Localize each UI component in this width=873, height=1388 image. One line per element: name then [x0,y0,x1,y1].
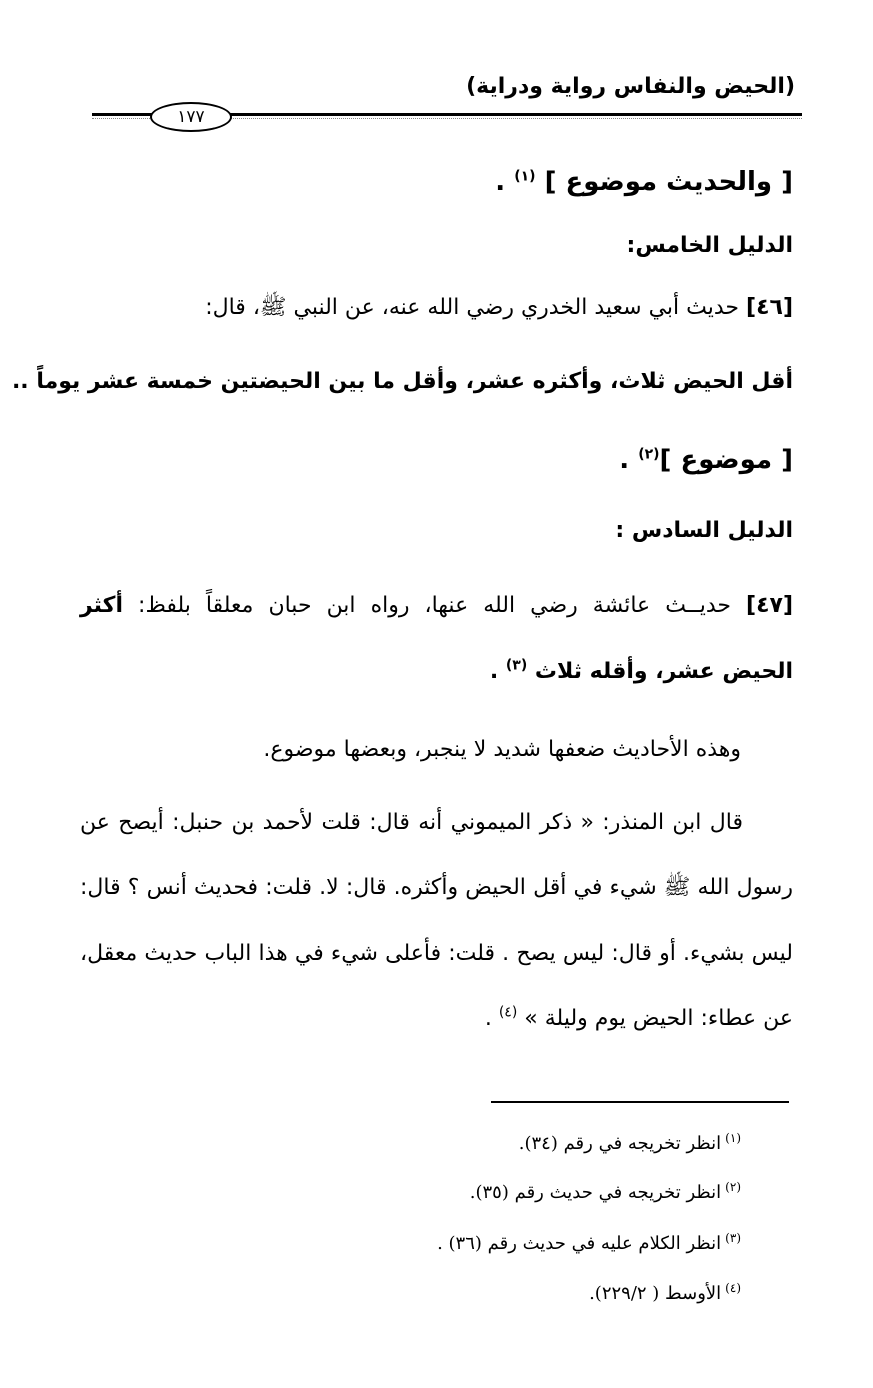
page-number: ١٧٧ [150,102,232,132]
hadith-46-grade-line [619,444,793,476]
heading-fifth-evidence: الدليل الخامس: [626,233,793,258]
hadith-46-grade: [ موضوع ] [659,445,793,475]
footnote-ref-3: (٣) [505,657,528,674]
footnote-2-text: انظر تخريجه في حديث رقم (٣٥). [469,1182,722,1203]
footnote-ref-2: (٢) [638,446,660,463]
footnote-3-number: (٣) [725,1231,741,1245]
footnote-4-number: (٤) [725,1281,741,1295]
quote-line-4 [485,1003,793,1035]
hadith-46-number: [٤٦] [746,295,793,320]
footnote-ref-1: (١) [514,168,536,185]
hadith-46-end: . [619,445,630,475]
footnote-3 [437,1230,741,1258]
footnote-ref-4: (٤) [498,1004,518,1021]
quote-end: . [484,1006,492,1031]
text-line-1 [495,166,793,198]
quote-line-2: رسول الله ﷺ شيء في أقل الحيض وأكثره. قال: لا. قلت: فحديث أنس ؟ قال: [80,875,793,900]
footnote-2 [470,1179,741,1207]
footnote-1-number: (١) [725,1131,741,1145]
hadith-47-line [80,590,793,622]
hadith-46-text: حديث أبي سعيد الخدري رضي الله عنه، عن النبي ﷺ، قال: [205,295,740,320]
line1-end: . [495,167,506,197]
hadith-47-quote-start: أكثر [80,593,124,618]
hadith-47-number: [٤٧] [746,593,793,618]
footnote-1-text: انظر تخريجه في رقم (٣٤). [518,1133,722,1154]
footnote-4 [589,1280,741,1308]
footnote-3-text: انظر الكلام عليه في حديث رقم (٣٦) . [437,1233,722,1254]
line1-text: [ والحديث موضوع ] [544,167,793,197]
footnote-1 [519,1130,741,1158]
quote-line-1: قال ابن المنذر: « ذكر الميموني أنه قال: قلت لأحمد بن حنبل: أيصح عن [80,810,743,835]
summary-line: وهذه الأحاديث ضعفها شديد لا ينجبر، وبعضها موضوع. [263,737,741,762]
quote-line-3: ليس بشيء. أو قال: ليس يصح . قلت: فأعلى شيء في هذا الباب حديث معقل، [80,941,793,966]
running-title: (الحيض والنفاس رواية ودراية) [466,74,795,99]
hadith-46-line [205,292,793,324]
hadith-47-quote-end: الحيض عشر، وأقله ثلاث [534,659,793,684]
footnote-separator [491,1101,789,1103]
hadith-47-quote-line [490,656,793,688]
footnote-4-text: الأوسط ( ٢٢٩/٢). [589,1283,722,1304]
hadith-47-end: . [489,659,499,684]
hadith-46-quote: أقل الحيض ثلاث، وأكثره عشر، وأقل ما بين الحيضتين خمسة عشر يوماً .. [11,369,793,394]
heading-sixth-evidence: الدليل السادس : [615,518,793,543]
hadith-47-text: حديــث عائشة رضي الله عنها، رواه ابن حبان معلقاً بلفظ: [138,593,731,618]
footnote-2-number: (٢) [725,1180,741,1194]
quote-line-4-text: عن عطاء: الحيض يوم وليلة » [524,1006,793,1031]
